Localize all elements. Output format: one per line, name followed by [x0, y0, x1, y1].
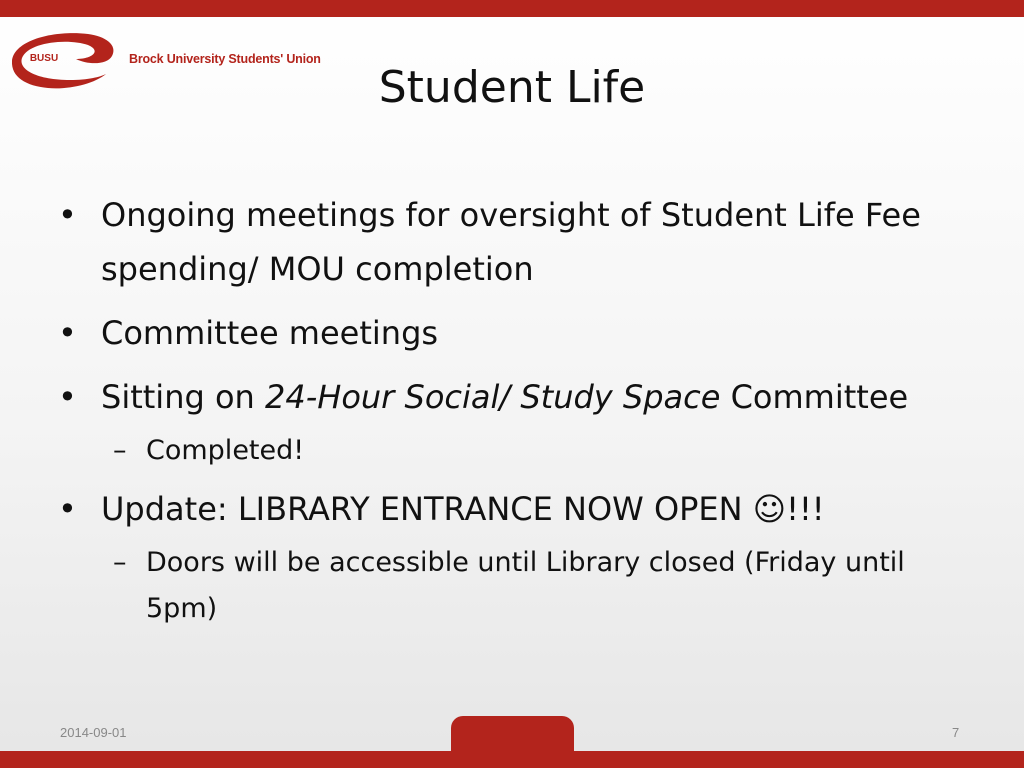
page-number: 7: [952, 725, 960, 740]
logo-abbreviation: BUSU: [29, 53, 59, 64]
bullet-marker: •: [58, 314, 77, 352]
bullet-text: Ongoing meetings for oversight of Student Life Fee spending/ MOU completion: [101, 196, 921, 288]
bullet-text: Committee meetings: [101, 314, 439, 352]
bullet-list: [58, 188, 973, 640]
bullet-item: [58, 370, 973, 424]
bullet-item: [58, 306, 973, 360]
bullet-marker: •: [58, 490, 77, 528]
sub-bullet-item: [58, 540, 973, 632]
bullet-marker: •: [58, 378, 77, 416]
bullet-text: Committee: [720, 378, 909, 416]
footer-date: 2014-09-01: [60, 725, 127, 740]
bullet-text: !!!: [786, 490, 825, 528]
smiley-icon: ☺: [752, 490, 787, 528]
top-accent-bar: [0, 0, 1024, 17]
slide-title: Student Life: [378, 62, 646, 113]
sub-bullet-text: Completed!: [146, 435, 305, 466]
dash-marker: –: [113, 435, 127, 466]
bottom-accent-bar: [0, 751, 1024, 768]
sub-bullet-item: [58, 428, 973, 474]
bullet-item: [58, 482, 973, 536]
bullet-marker: •: [58, 196, 77, 234]
bullet-item: [58, 188, 973, 296]
sub-bullet-text: Doors will be accessible until Library closed (Friday until 5pm): [146, 547, 905, 624]
footer-tab-decoration: [451, 716, 574, 756]
bullet-text: Update: LIBRARY ENTRANCE NOW OPEN: [101, 490, 753, 528]
bullet-text: Sitting on: [101, 378, 265, 416]
dash-marker: –: [113, 547, 127, 578]
logo-organization-name: Brock University Students' Union: [129, 52, 321, 66]
bullet-text-emphasis: 24-Hour Social/ Study Space: [264, 378, 721, 416]
